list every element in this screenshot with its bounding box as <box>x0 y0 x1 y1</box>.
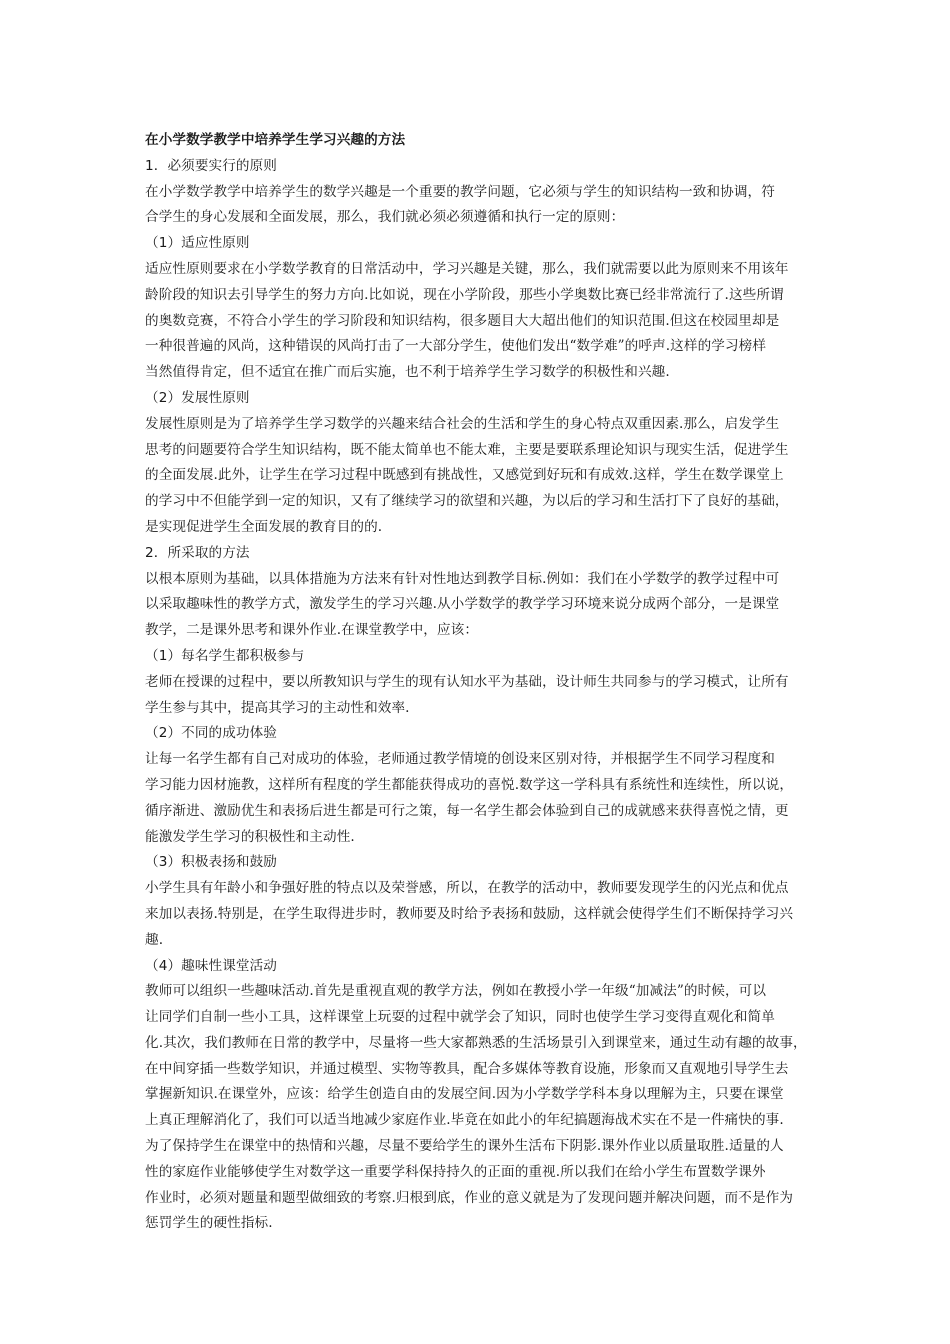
section-heading: 1．必须要实行的原则 <box>145 157 277 174</box>
paragraph-line: 龄阶段的知识去引导学生的努力方向.比如说，现在小学阶段，那些小学奥数比赛已经非常流行了.这些所谓 <box>145 286 784 303</box>
paragraph-line: 惩罚学生的硬性指标. <box>145 1215 273 1232</box>
paragraph-line: 教师可以组织一些趣味活动.首先是重视直观的教学方法，例如在教授小学一年级“加减法”的时候，可以 <box>145 983 767 1000</box>
section-heading: （1）适应性原则 <box>145 235 250 252</box>
section-heading: 2．所采取的方法 <box>145 544 250 561</box>
paragraph-line: 是实现促进学生全面发展的教育目的的. <box>145 518 383 535</box>
section-heading: （4）趣味性课堂活动 <box>145 957 277 974</box>
document-page <box>145 128 810 1237</box>
paragraph-line: 掌握新知识.在课堂外，应该：给学生创造自由的发展空间.因为小学数学学科本身以理解为主，只要在课堂 <box>145 1086 784 1103</box>
paragraph-line: 一种很普遍的风尚，这种错误的风尚打击了一大部分学生，使他们发出“数学难”的呼声.这样的学习榜样 <box>145 338 767 355</box>
paragraph-line: 让同学们自制一些小工具，这样课堂上玩耍的过程中就学会了知识，同时也使学生学习变得直观化和简单 <box>145 1009 775 1026</box>
paragraph-line: 合学生的身心发展和全面发展，那么，我们就必须必须遵循和执行一定的原则： <box>145 209 625 226</box>
document-title: 在小学数学教学中培养学生学习兴趣的方法 <box>145 132 406 148</box>
paragraph-line: 性的家庭作业能够使学生对数学这一重要学科保持持久的正面的重视.所以我们在给小学生布置数学课外 <box>145 1163 766 1180</box>
section-heading: （1）每名学生都积极参与 <box>145 647 305 664</box>
paragraph-line: 教学，二是课外思考和课外作业.在课堂教学中，应该： <box>145 622 479 639</box>
paragraph-line: 循序渐进、激励优生和表扬后进生都是可行之策，每一名学生都会体验到自己的成就感来获得喜悦之情，更 <box>145 802 789 819</box>
paragraph-line: 的奥数竞赛，不符合小学生的学习阶段和知识结构，很多题目大大超出他们的知识范围.但这在校园里却是 <box>145 312 780 329</box>
section-heading: （3）积极表扬和鼓励 <box>145 854 277 871</box>
paragraph-line: 小学生具有年龄小和争强好胜的特点以及荣誉感，所以，在教学的活动中，教师要发现学生的闪光点和优点 <box>145 880 789 897</box>
paragraph-line: 的学习中不但能学到一定的知识，又有了继续学习的欲望和兴趣，为以后的学习和生活打下了良好的基础， <box>145 493 789 510</box>
paragraph-line: 发展性原则是为了培养学生学习数学的兴趣来结合社会的生活和学生的身心特点双重因素.那么，启发学生 <box>145 415 780 432</box>
section-heading: （2）不同的成功体验 <box>145 725 277 742</box>
paragraph-line: 的全面发展.此外，让学生在学习过程中既感到有挑战性，又感觉到好玩和有成效.这样，学生在数学课堂上 <box>145 467 784 484</box>
paragraph-line: 趣. <box>145 931 164 948</box>
paragraph-line: 在小学数学教学中培养学生的数学兴趣是一个重要的教学问题，它必须与学生的知识结构一致和协调，符 <box>145 183 775 200</box>
paragraph-line: 以根本原则为基础，以具体措施为方法来有针对性地达到教学目标.例如：我们在小学数学的教学过程中可 <box>145 570 780 587</box>
paragraph-line: 为了保持学生在课堂中的热情和兴趣，尽量不要给学生的课外生活布下阴影.课外作业以质量取胜.适量的人 <box>145 1138 784 1155</box>
paragraph-line: 来加以表扬.特别是，在学生取得进步时，教师要及时给予表扬和鼓励，这样就会使得学生们不断保持学习兴 <box>145 905 794 922</box>
paragraph-line: 化.其次，我们教师在日常的教学中，尽量将一些大家都熟悉的生活场景引入到课堂来，通过生动有趣的故事， <box>145 1034 807 1051</box>
paragraph-line: 学生参与其中，提高其学习的主动性和效率. <box>145 699 410 716</box>
paragraph-line: 思考的问题要符合学生知识结构，既不能太简单也不能太难，主要是要联系理论知识与现实生活，促进学生 <box>145 441 789 458</box>
paragraph-line: 在中间穿插一些数学知识，并通过模型、实物等教具，配合多媒体等教育设施，形象而又直观地引导学生去 <box>145 1060 789 1077</box>
paragraph-line: 能激发学生学习的积极性和主动性. <box>145 828 355 845</box>
section-heading: （2）发展性原则 <box>145 389 250 406</box>
paragraph-line: 老师在授课的过程中，要以所教知识与学生的现有认知水平为基础，设计师生共同参与的学习模式，让所有 <box>145 673 789 690</box>
paragraph-line: 上真正理解消化了，我们可以适当地减少家庭作业.毕竟在如此小的年纪搞题海战术实在不是一件痛快的事. <box>145 1112 784 1129</box>
paragraph-line: 以采取趣味性的教学方式，激发学生的学习兴趣.从小学数学的教学学习环境来说分成两个部分，一是课堂 <box>145 596 780 613</box>
paragraph-line: 学习能力因材施教，这样所有程度的学生都能获得成功的喜悦.数学这一学科具有系统性和连续性，所以说， <box>145 776 794 793</box>
paragraph-line: 当然值得肯定，但不适宜在推广而后实施，也不利于培养学生学习数学的积极性和兴趣. <box>145 364 670 381</box>
paragraph-line: 让每一名学生都有自己对成功的体验，老师通过教学情境的创设来区别对待，并根据学生不同学习程度和 <box>145 751 775 768</box>
paragraph-line: 作业时，必须对题量和题型做细致的考察.归根到底，作业的意义就是为了发现问题并解决问题，而不是作为 <box>145 1189 794 1206</box>
paragraph-line: 适应性原则要求在小学数学教育的日常活动中，学习兴趣是关键，那么，我们就需要以此为原则来不用该年 <box>145 260 789 277</box>
document-body <box>145 154 810 1237</box>
